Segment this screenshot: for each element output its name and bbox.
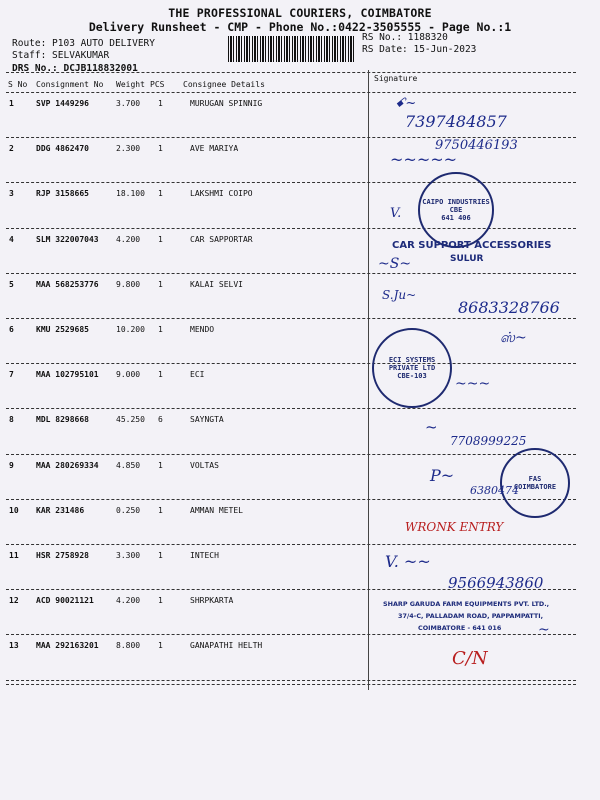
signature-row8: ~	[425, 418, 438, 436]
row-consignee: MENDO	[190, 325, 215, 334]
signature-row2: ~~~~~	[390, 150, 458, 169]
row-divider	[6, 408, 576, 409]
company-title: THE PROFESSIONAL COURIERS, COIMBATORE	[168, 6, 432, 20]
stamp-lakshmi: CAIPO INDUSTRIES CBE 641 406	[418, 172, 494, 248]
row-consignment: MAA 102795101	[36, 370, 99, 380]
barcode-image	[228, 36, 356, 62]
row-sno: 1	[9, 99, 14, 108]
drs-number: DRS No.: DCJB118832001	[12, 63, 138, 74]
row-divider	[6, 544, 576, 545]
row-divider	[6, 454, 576, 455]
row-consignee: GANAPATHI HELTH	[190, 641, 263, 651]
row-weight: 10.200	[116, 325, 145, 334]
row-sno: 12	[9, 596, 19, 606]
row-consignee: SAYNGTA	[190, 415, 224, 425]
row-consignee: VOLTAS	[190, 460, 219, 470]
row-divider	[6, 273, 576, 274]
col-pcs: PCS	[150, 80, 165, 89]
row-consignee: KALAI SELVI	[190, 279, 243, 289]
row-consignee: SHRPKARTA	[190, 596, 234, 606]
row-consignee: INTECH	[190, 551, 219, 560]
signature-row7: ~~~	[455, 376, 491, 392]
row-pcs: 1	[158, 460, 163, 470]
row-sno: 7	[9, 370, 14, 380]
col-weight: Weight	[116, 80, 145, 89]
row-sno: 6	[9, 325, 14, 334]
company-city-row12: COIMBATORE - 641 016	[418, 624, 502, 632]
col-signature: Signature	[374, 74, 418, 83]
row-consignment: MAA 292163201	[36, 641, 99, 651]
signature-row11: V. ~~	[385, 552, 431, 571]
row-sno: 4	[9, 234, 14, 244]
company-stamp-row12: SHARP GARUDA FARM EQUIPMENTS PVT. LTD.,	[383, 600, 550, 608]
phone-row8: 7708999225	[450, 434, 527, 448]
row-weight: 9.000	[116, 370, 141, 380]
row-sno: 5	[9, 279, 14, 289]
row-pcs: 1	[158, 370, 163, 380]
rs-date: RS Date: 15-Jun-2023	[362, 44, 477, 55]
stamp-eci: ECI SYSTEMS PRIVATE LTD CBE-103	[372, 328, 452, 408]
row-weight: 3.700	[116, 99, 141, 108]
row-sno: 9	[9, 460, 14, 470]
signature-row5: S.Ju~	[382, 288, 417, 302]
signature-row12: ~	[538, 622, 550, 638]
company-place-row4: SULUR	[450, 254, 484, 264]
signature-column-divider	[368, 70, 369, 690]
note-row10: WRONK ENTRY	[405, 520, 504, 534]
row-consignee: MURUGAN SPINNIG	[190, 99, 263, 108]
column-header-divider	[6, 92, 576, 93]
row-consignment: MDL 8298668	[36, 415, 89, 425]
row-pcs: 1	[158, 99, 163, 108]
row-sno: 10	[9, 505, 19, 515]
row-consignee: LAKSHMI COIPO	[190, 189, 253, 199]
row-pcs: 1	[158, 234, 163, 244]
row-consignment: KAR 231486	[36, 505, 85, 515]
row-pcs: 1	[158, 505, 163, 515]
company-stamp-row4: CAR SUPPORT ACCESSORIES	[392, 240, 552, 251]
row-consignee: CAR SAPPORTAR	[190, 234, 253, 244]
row-sno: 8	[9, 415, 14, 425]
row-consignment: DDG 4862470	[36, 144, 89, 154]
row-divider	[6, 182, 576, 183]
staff-label: Staff: SELVAKUMAR	[12, 50, 110, 61]
row-weight: 18.100	[116, 189, 145, 199]
row-sno: 3	[9, 189, 14, 199]
row-divider	[6, 363, 576, 364]
route-label: Route: P103 AUTO DELIVERY	[12, 38, 155, 49]
phone-row1: 7397484857	[405, 112, 507, 131]
row-consignment: ACD 90021121	[36, 596, 94, 606]
col-sno: S No	[8, 80, 28, 89]
row-pcs: 1	[158, 189, 163, 199]
row-weight: 4.200	[116, 234, 141, 244]
row-consignment: KMU 2529685	[36, 325, 89, 334]
phone-row9: 6380474	[470, 484, 519, 497]
company-address-row12: 37/4-C, PALLADAM ROAD, PAPPAMPATTI,	[398, 612, 544, 620]
row-sno: 13	[9, 641, 19, 651]
row-consignment: MAA 568253776	[36, 279, 99, 289]
row-weight: 8.800	[116, 641, 141, 651]
row-sno: 11	[9, 551, 19, 560]
row-sno: 2	[9, 144, 14, 154]
row-pcs: 1	[158, 641, 163, 651]
runsheet-subtitle: Delivery Runsheet - CMP - Phone No.:0422-3505555 - Page No.:1	[88, 20, 512, 34]
row-weight: 4.850	[116, 460, 141, 470]
row-weight: 9.800	[116, 279, 141, 289]
col-consignee: Consignee Details	[183, 80, 265, 89]
row-consignee: AVE MARIYA	[190, 144, 239, 154]
row-divider	[6, 318, 576, 319]
row-pcs: 1	[158, 596, 163, 606]
phone-row2: 9750446193	[435, 138, 518, 153]
phone-row11: 9566943860	[448, 574, 544, 592]
row-consignment: RJP 3158665	[36, 189, 89, 199]
row-divider	[6, 680, 576, 681]
row-consignment: HSR 2758928	[36, 551, 89, 560]
row-pcs: 6	[158, 415, 163, 425]
stamp-voltas: FAS COIMBATORE	[500, 448, 570, 518]
row-weight: 45.250	[116, 415, 145, 425]
row-weight: 0.250	[116, 505, 141, 515]
row-consignment: SLM 322007043	[36, 234, 99, 244]
note-row13: C/N	[452, 648, 488, 669]
row-consignment: SVP 1449296	[36, 99, 89, 108]
signature-row4: ~S~	[378, 256, 412, 272]
signature-row6: ஸ்~	[500, 330, 527, 346]
row-pcs: 1	[158, 279, 163, 289]
row-weight: 3.300	[116, 551, 141, 560]
row-pcs: 1	[158, 325, 163, 334]
row-divider	[6, 634, 576, 635]
bottom-divider	[6, 684, 576, 685]
row-weight: 2.300	[116, 144, 141, 154]
phone-row5: 8683328766	[458, 298, 560, 317]
rs-number: RS No.: 1188320	[362, 32, 448, 43]
header-divider	[6, 72, 576, 73]
row-divider	[6, 499, 576, 500]
row-consignee: ECI	[190, 370, 205, 380]
signature-row9: P~	[430, 466, 455, 485]
col-consignment: Consignment No	[36, 80, 104, 89]
signature-row3: V.	[390, 206, 402, 221]
signature-row1: ꗃ~	[395, 96, 417, 111]
row-consignee: AMMAN METEL	[190, 505, 243, 515]
row-pcs: 1	[158, 144, 163, 154]
row-pcs: 1	[158, 551, 163, 560]
row-weight: 4.200	[116, 596, 141, 606]
row-consignment: MAA 280269334	[36, 460, 99, 470]
row-divider	[6, 228, 576, 229]
